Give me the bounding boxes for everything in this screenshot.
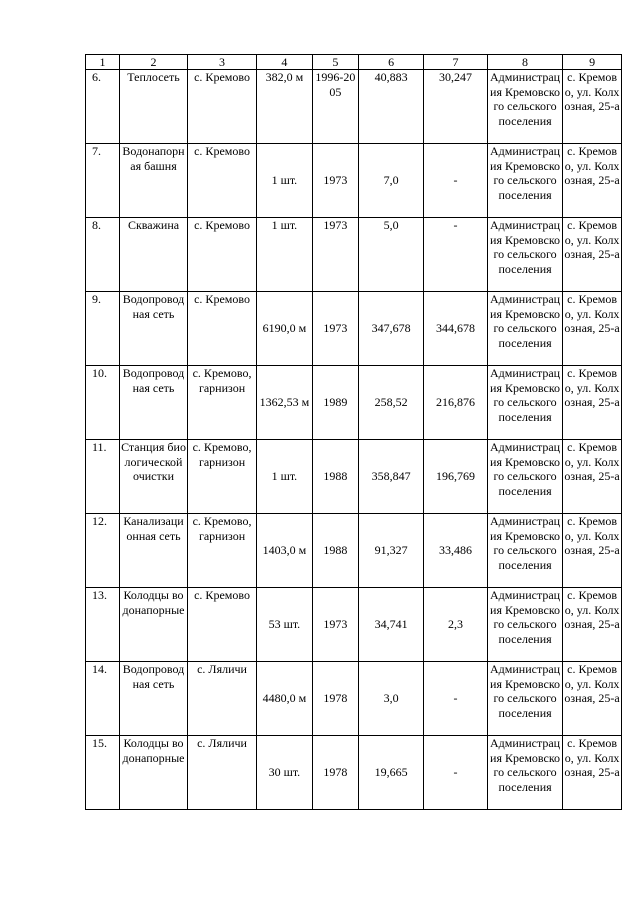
quantity-cell-text: 53 шт.	[268, 617, 301, 631]
value-cell-text: 5,0	[383, 218, 399, 232]
object-name-cell-text: Станция биологической очистки	[121, 440, 186, 484]
item-number-cell-text: 12.	[92, 514, 107, 528]
address-cell	[563, 736, 622, 810]
object-name-cell-text: Водопроводная сеть	[122, 366, 185, 395]
object-name-cell	[120, 514, 188, 588]
item-number-cell	[86, 144, 120, 218]
location-cell	[188, 292, 257, 366]
item-number-cell-text: 14.	[92, 662, 107, 676]
year-cell-text: 1973	[323, 173, 348, 187]
object-name-cell	[120, 588, 188, 662]
item-number-cell	[86, 366, 120, 440]
value-cell-text: 34,741	[374, 617, 408, 631]
object-name-cell	[120, 292, 188, 366]
value-cell	[359, 70, 424, 144]
value-cell	[359, 218, 424, 292]
table-row	[86, 736, 622, 810]
location-cell	[188, 366, 257, 440]
quantity-cell	[257, 588, 313, 662]
residual-value-cell	[424, 588, 488, 662]
table-row	[86, 70, 622, 144]
object-name-cell	[120, 144, 188, 218]
holder-cell	[487, 588, 562, 662]
address-cell	[563, 588, 622, 662]
location-cell	[188, 440, 257, 514]
location-cell	[188, 588, 257, 662]
object-name-cell-text: Теплосеть	[127, 70, 180, 84]
location-cell-text: с. Ляличи	[197, 736, 247, 750]
object-name-cell-text: Канализационная сеть	[123, 514, 184, 543]
value-cell-text: 40,883	[374, 70, 408, 84]
item-number-cell	[86, 514, 120, 588]
item-number-cell-text: 8.	[92, 218, 101, 232]
column-number-row	[86, 55, 622, 70]
address-cell-text: с. Кремово, ул. Колхозная, 25-а	[564, 514, 620, 558]
column-number: 6	[359, 55, 424, 70]
address-cell-text: с. Кремово, ул. Колхозная, 25-а	[564, 588, 620, 632]
residual-value-cell	[424, 736, 488, 810]
column-number: 3	[188, 55, 257, 70]
address-cell	[563, 292, 622, 366]
holder-cell-text: Администрация Кремовского сельского поселения	[490, 292, 561, 351]
location-cell	[188, 144, 257, 218]
value-cell-text: 347,678	[371, 321, 411, 335]
year-cell-text: 1978	[323, 691, 348, 705]
item-number-cell-text: 6.	[92, 70, 101, 84]
location-cell	[188, 736, 257, 810]
year-cell	[312, 292, 358, 366]
object-name-cell-text: Колодцы водонапорные	[122, 736, 185, 765]
column-number: 8	[487, 55, 562, 70]
holder-cell-text: Администрация Кремовского сельского поселения	[490, 366, 561, 425]
item-number-cell-text: 11.	[92, 440, 107, 454]
year-cell	[312, 514, 358, 588]
year-cell	[312, 70, 358, 144]
residual-value-cell-text: 216,876	[435, 395, 475, 409]
item-number-cell	[86, 292, 120, 366]
object-name-cell-text: Водопроводная сеть	[122, 662, 185, 691]
object-name-cell-text: Колодцы водонапорные	[122, 588, 185, 617]
table-row	[86, 662, 622, 736]
quantity-cell	[257, 70, 313, 144]
holder-cell	[487, 440, 562, 514]
table-row	[86, 218, 622, 292]
residual-value-cell-text: 33,486	[438, 543, 472, 557]
residual-value-cell-text: -	[453, 765, 458, 779]
address-cell-text: с. Кремово, ул. Колхозная, 25-а	[564, 736, 620, 780]
object-name-cell	[120, 366, 188, 440]
table-row	[86, 366, 622, 440]
holder-cell	[487, 70, 562, 144]
value-cell	[359, 440, 424, 514]
location-cell	[188, 514, 257, 588]
residual-value-cell	[424, 514, 488, 588]
holder-cell	[487, 366, 562, 440]
quantity-cell	[257, 218, 313, 292]
address-cell-text: с. Кремово, ул. Колхозная, 25-а	[564, 662, 620, 706]
residual-value-cell	[424, 70, 488, 144]
quantity-cell-text: 1 шт.	[271, 173, 298, 187]
residual-value-cell-text: 30,247	[438, 70, 472, 84]
value-cell	[359, 662, 424, 736]
residual-value-cell	[424, 144, 488, 218]
object-name-cell	[120, 736, 188, 810]
item-number-cell-text: 13.	[92, 588, 107, 602]
value-cell	[359, 514, 424, 588]
residual-value-cell-text: 196,769	[435, 469, 475, 483]
location-cell-text: с. Кремово	[194, 144, 250, 158]
residual-value-cell	[424, 366, 488, 440]
address-cell	[563, 514, 622, 588]
quantity-cell-text: 382,0 м	[265, 70, 304, 84]
residual-value-cell-text: -	[453, 691, 458, 705]
property-register-table	[85, 54, 622, 810]
object-name-cell-text: Скважина	[127, 218, 180, 232]
year-cell-text: 1989	[323, 395, 348, 409]
quantity-cell-text: 30 шт.	[268, 765, 301, 779]
value-cell	[359, 144, 424, 218]
address-cell-text: с. Кремово, ул. Колхозная, 25-а	[564, 440, 620, 484]
location-cell-text: с. Кремово, гарнизон	[192, 440, 252, 469]
location-cell-text: с. Кремово, гарнизон	[192, 366, 252, 395]
year-cell-text: 1973	[323, 617, 348, 631]
residual-value-cell-text: -	[453, 173, 458, 187]
location-cell-text: с. Кремово	[194, 588, 250, 602]
quantity-cell	[257, 662, 313, 736]
residual-value-cell	[424, 662, 488, 736]
residual-value-cell	[424, 292, 488, 366]
address-cell-text: с. Кремово, ул. Колхозная, 25-а	[564, 70, 620, 114]
column-number: 4	[257, 55, 313, 70]
residual-value-cell	[424, 440, 488, 514]
year-cell-text: 1988	[323, 469, 348, 483]
table-row	[86, 440, 622, 514]
location-cell-text: с. Кремово	[194, 292, 250, 306]
year-cell	[312, 588, 358, 662]
object-name-cell	[120, 662, 188, 736]
holder-cell	[487, 662, 562, 736]
quantity-cell	[257, 514, 313, 588]
table-row	[86, 144, 622, 218]
quantity-cell-text: 4480,0 м	[262, 691, 307, 705]
year-cell-text: 1978	[323, 765, 348, 779]
holder-cell-text: Администрация Кремовского сельского поселения	[490, 144, 561, 203]
value-cell-text: 258,52	[374, 395, 408, 409]
table-row	[86, 514, 622, 588]
holder-cell-text: Администрация Кремовского сельского поселения	[490, 736, 561, 795]
value-cell-text: 7,0	[383, 173, 399, 187]
year-cell-text: 1973	[323, 321, 348, 335]
address-cell	[563, 662, 622, 736]
holder-cell	[487, 218, 562, 292]
table-row	[86, 588, 622, 662]
residual-value-cell	[424, 218, 488, 292]
table-row	[86, 292, 622, 366]
location-cell-text: с. Кремово	[194, 70, 250, 84]
quantity-cell-text: 6190,0 м	[262, 321, 307, 335]
quantity-cell	[257, 366, 313, 440]
value-cell	[359, 366, 424, 440]
holder-cell	[487, 514, 562, 588]
item-number-cell-text: 9.	[92, 292, 101, 306]
holder-cell-text: Администрация Кремовского сельского поселения	[490, 440, 561, 499]
address-cell	[563, 366, 622, 440]
item-number-cell	[86, 736, 120, 810]
object-name-cell-text: Водонапорная башня	[122, 144, 185, 173]
column-number: 1	[86, 55, 120, 70]
address-cell	[563, 440, 622, 514]
address-cell-text: с. Кремово, ул. Колхозная, 25-а	[564, 218, 620, 262]
address-cell	[563, 70, 622, 144]
address-cell	[563, 144, 622, 218]
quantity-cell-text: 1 шт.	[271, 218, 298, 232]
year-cell	[312, 144, 358, 218]
object-name-cell	[120, 70, 188, 144]
address-cell-text: с. Кремово, ул. Колхозная, 25-а	[564, 292, 620, 336]
column-number: 9	[563, 55, 622, 70]
year-cell	[312, 218, 358, 292]
year-cell	[312, 736, 358, 810]
quantity-cell	[257, 292, 313, 366]
residual-value-cell-text: 344,678	[435, 321, 475, 335]
year-cell-text: 1988	[323, 543, 348, 557]
quantity-cell-text: 1362,53 м	[259, 395, 310, 409]
holder-cell	[487, 144, 562, 218]
item-number-cell	[86, 588, 120, 662]
year-cell	[312, 366, 358, 440]
item-number-cell	[86, 662, 120, 736]
year-cell	[312, 662, 358, 736]
year-cell	[312, 440, 358, 514]
value-cell-text: 91,327	[374, 543, 408, 557]
location-cell-text: с. Ляличи	[197, 662, 247, 676]
quantity-cell	[257, 144, 313, 218]
holder-cell	[487, 292, 562, 366]
holder-cell-text: Администрация Кремовского сельского поселения	[490, 662, 561, 721]
object-name-cell	[120, 218, 188, 292]
address-cell-text: с. Кремово, ул. Колхозная, 25-а	[564, 366, 620, 410]
object-name-cell	[120, 440, 188, 514]
column-number: 2	[120, 55, 188, 70]
value-cell	[359, 588, 424, 662]
residual-value-cell-text: -	[453, 218, 458, 232]
value-cell	[359, 736, 424, 810]
quantity-cell-text: 1403,0 м	[262, 543, 307, 557]
address-cell	[563, 218, 622, 292]
location-cell-text: с. Кремово, гарнизон	[192, 514, 252, 543]
address-cell-text: с. Кремово, ул. Колхозная, 25-а	[564, 144, 620, 188]
object-name-cell-text: Водопроводная сеть	[122, 292, 185, 321]
residual-value-cell-text: 2,3	[447, 617, 463, 631]
location-cell	[188, 70, 257, 144]
location-cell	[188, 218, 257, 292]
quantity-cell	[257, 736, 313, 810]
value-cell-text: 3,0	[383, 691, 399, 705]
year-cell-text: 1996-2005	[315, 70, 356, 99]
holder-cell-text: Администрация Кремовского сельского поселения	[490, 70, 561, 129]
value-cell-text: 358,847	[371, 469, 411, 483]
location-cell	[188, 662, 257, 736]
year-cell-text: 1973	[323, 218, 348, 232]
holder-cell-text: Администрация Кремовского сельского поселения	[490, 588, 561, 647]
value-cell-text: 19,665	[374, 765, 408, 779]
item-number-cell-text: 15.	[92, 736, 107, 750]
location-cell-text: с. Кремово	[194, 218, 250, 232]
holder-cell-text: Администрация Кремовского сельского поселения	[490, 218, 561, 277]
quantity-cell	[257, 440, 313, 514]
item-number-cell-text: 7.	[92, 144, 101, 158]
column-number: 5	[312, 55, 358, 70]
quantity-cell-text: 1 шт.	[271, 469, 298, 483]
holder-cell-text: Администрация Кремовского сельского поселения	[490, 514, 561, 573]
holder-cell	[487, 736, 562, 810]
item-number-cell	[86, 218, 120, 292]
item-number-cell	[86, 70, 120, 144]
column-number: 7	[424, 55, 488, 70]
item-number-cell-text: 10.	[92, 366, 107, 380]
value-cell	[359, 292, 424, 366]
item-number-cell	[86, 440, 120, 514]
